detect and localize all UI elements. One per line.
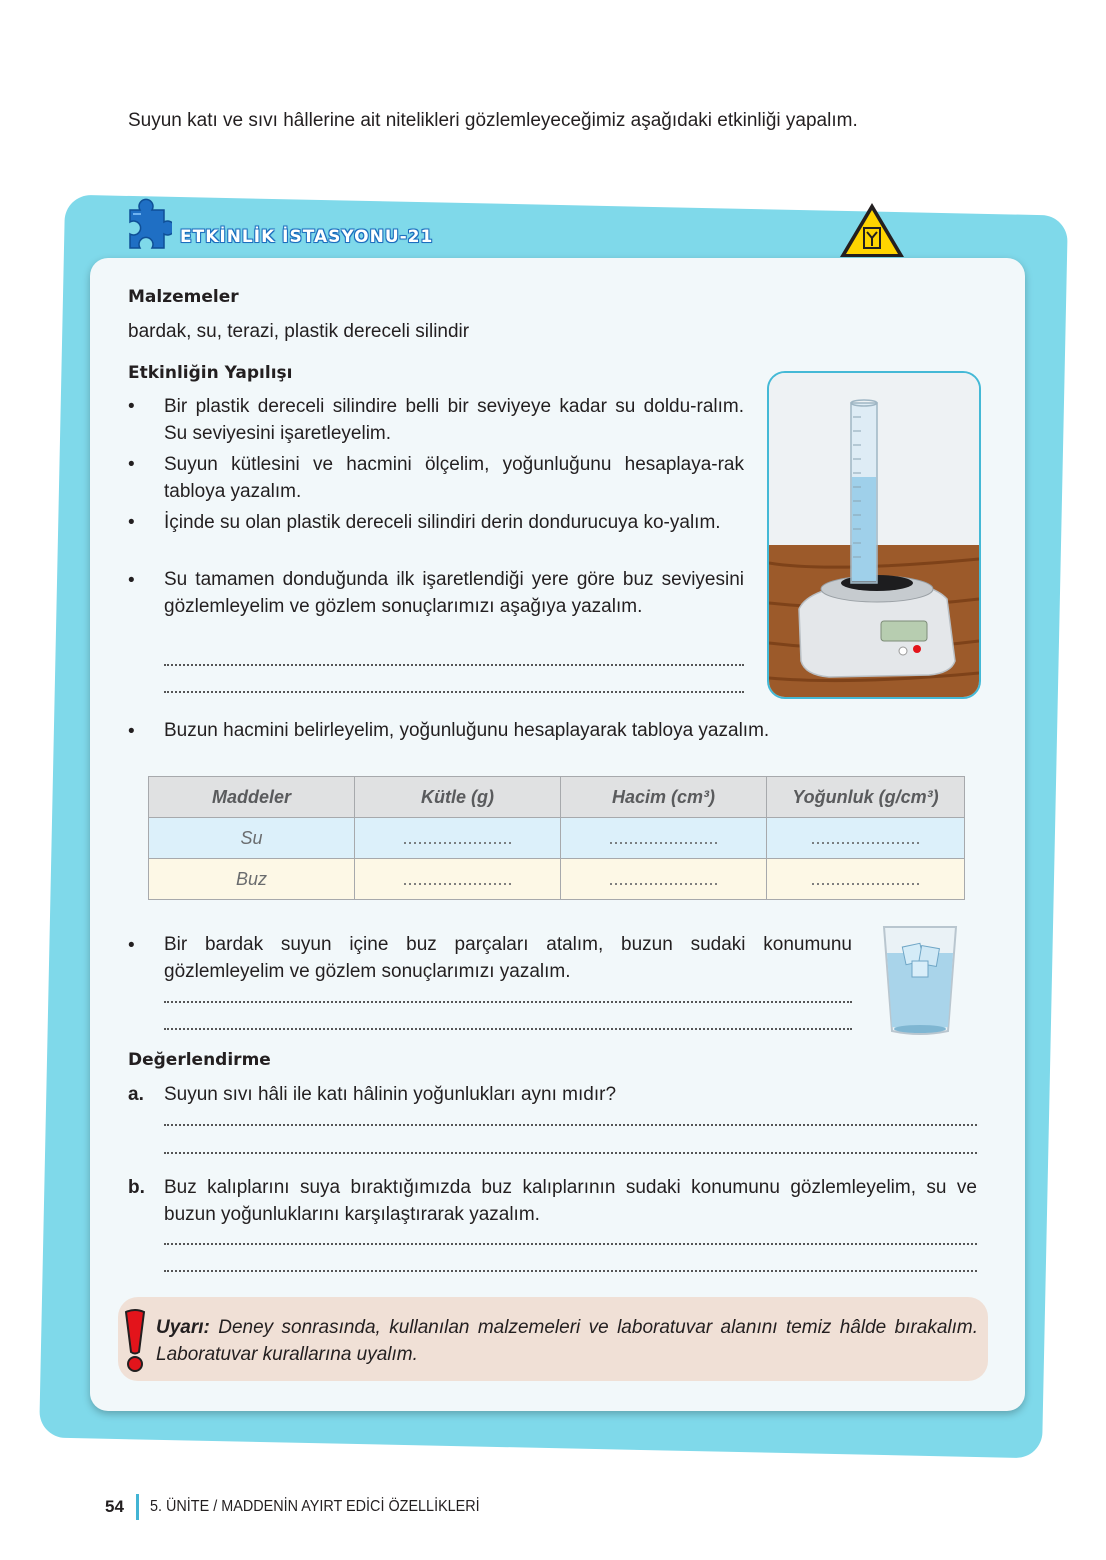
intro-text: Suyun katı ve sıvı hâllerine ait nitelikleri gözlemleyeceğimiz aşağıdaki etkinliği yapalım. — [128, 110, 858, 131]
table-cell-blank[interactable]: ...................... — [561, 859, 767, 900]
answer-line[interactable] — [164, 691, 744, 693]
cylinder-on-scale-photo — [767, 371, 981, 699]
procedure-heading: Etkinliğin Yapılışı — [128, 363, 293, 383]
answer-line[interactable] — [164, 1152, 977, 1154]
procedure-step-5: Buzun hacmini belirleyelim, yoğunluğunu hesaplayarak tabloya yazalım. — [164, 720, 770, 741]
exclamation-icon — [122, 1308, 148, 1374]
answer-line[interactable] — [164, 1001, 852, 1003]
bullet: • — [128, 454, 135, 475]
table-header: Yoğunluk (g/cm³) — [767, 777, 965, 818]
procedure-step-1: Bir plastik dereceli silindire belli bir seviyeye kadar su doldu-ralım. Su seviyesini işaretleyelim. — [164, 396, 744, 444]
answer-line[interactable] — [164, 1028, 852, 1030]
table-cell-blank[interactable]: ...................... — [355, 859, 561, 900]
bullet: • — [128, 570, 135, 591]
hazard-warning-icon — [838, 200, 906, 260]
warning-text — [156, 1314, 978, 1368]
question-b: Buz kalıplarını suya bıraktığımızda buz kalıplarının sudaki konumunu gözlemleyelim, su ve buzun yoğunluklarını karşılaştırarak yazalım. — [164, 1177, 977, 1225]
footer-divider — [136, 1494, 139, 1520]
table-row — [149, 859, 965, 900]
answer-line[interactable] — [164, 1124, 977, 1126]
warning-body: Deney sonrasında, kullanılan malzemeleri ve laboratuvar alanını temiz hâlde bırakalım. Laboratuvar kurallarına uyalım. — [156, 1317, 978, 1365]
procedure-step-6: Bir bardak suyun içine buz parçaları atalım, buzun sudaki konumunu gözlemleyelim ve gözlem sonuçlarımızı yazalım. — [164, 934, 852, 982]
table-cell-blank[interactable]: ...................... — [767, 818, 965, 859]
answer-line[interactable] — [164, 1270, 977, 1272]
procedure-step-4: Su tamamen donduğunda ilk işaretlendiği yere göre buz seviyesini gözlemleyelim ve gözlem sonuçlarımızı aşağıya yazalım. — [164, 569, 744, 617]
station-title: ETKİNLİK İSTASYONU-21 — [180, 227, 434, 247]
table-row — [149, 818, 965, 859]
page-number: 54 — [105, 1497, 124, 1516]
table-cell-blank[interactable]: ...................... — [355, 818, 561, 859]
table-cell-substance: Buz — [149, 859, 355, 900]
question-letter-a: a. — [128, 1084, 144, 1105]
answer-line[interactable] — [164, 1243, 977, 1245]
evaluation-heading: Değerlendirme — [128, 1050, 271, 1070]
question-a: Suyun sıvı hâli ile katı hâlinin yoğunlukları aynı mıdır? — [164, 1084, 617, 1105]
table-header: Maddeler — [149, 777, 355, 818]
bullet: • — [128, 512, 135, 533]
glass-with-ice-image — [882, 923, 958, 1037]
puzzle-icon — [124, 196, 172, 254]
materials-heading: Malzemeler — [128, 287, 239, 307]
answer-line[interactable] — [164, 664, 744, 666]
procedure-step-2: Suyun kütlesini ve hacmini ölçelim, yoğunluğunu hesaplaya-rak tabloya yazalım. — [164, 454, 744, 502]
bullet: • — [128, 721, 135, 742]
table-header: Hacim (cm³) — [561, 777, 767, 818]
bullet: • — [128, 396, 135, 417]
procedure-step-3: İçinde su olan plastik dereceli silindiri derin dondurucuya ko-yalım. — [164, 512, 721, 533]
warning-label: Uyarı: — [156, 1317, 210, 1338]
materials-list: bardak, su, terazi, plastik dereceli silindir — [128, 321, 470, 342]
question-letter-b: b. — [128, 1177, 145, 1198]
table-cell-blank[interactable]: ...................... — [561, 818, 767, 859]
density-table — [148, 776, 965, 900]
table-cell-substance: Su — [149, 818, 355, 859]
bullet: • — [128, 935, 135, 956]
unit-title: 5. ÜNİTE / MADDENİN AYIRT EDİCİ ÖZELLİKLERİ — [150, 1498, 480, 1515]
table-header: Kütle (g) — [355, 777, 561, 818]
table-cell-blank[interactable]: ...................... — [767, 859, 965, 900]
